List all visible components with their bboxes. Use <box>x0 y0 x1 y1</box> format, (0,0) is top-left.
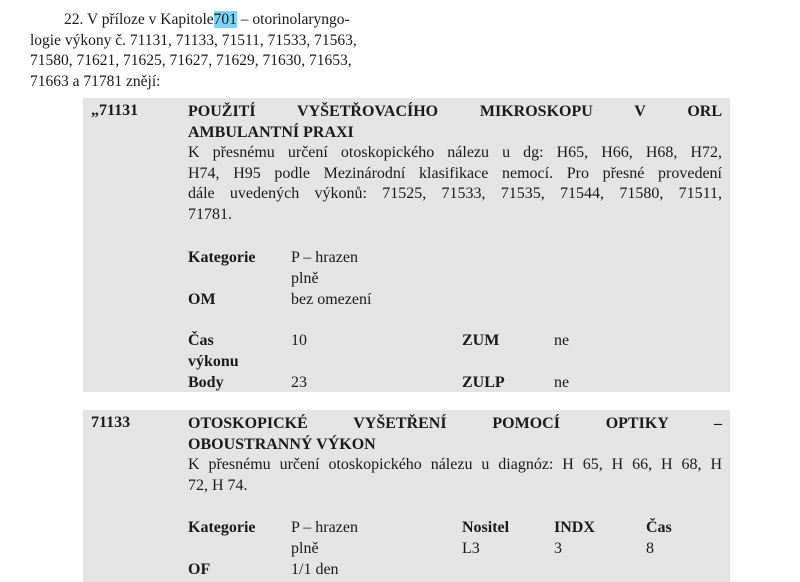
kategorie-label: Kategorie <box>188 249 256 266</box>
cas-value: 10 <box>291 332 307 349</box>
procedure-block-71133 <box>83 410 730 582</box>
procedure-description <box>188 455 722 496</box>
intro-line-1-suffix: – otorinolaryngo- <box>236 11 350 28</box>
of-value: 1/1 den <box>291 561 339 578</box>
kategorie-value: P – hrazen <box>291 519 358 536</box>
intro-line-4: 71663 a 71781 znějí: <box>30 72 161 90</box>
kategorie-value-cont: plně <box>291 540 319 557</box>
cas-label: Čas <box>646 519 672 536</box>
cas-value: 8 <box>646 540 654 557</box>
intro-line-1 <box>30 10 400 31</box>
of-label: OF <box>188 561 211 578</box>
om-value: bez omezení <box>291 291 372 308</box>
zum-value: ne <box>554 332 570 349</box>
procedure-title <box>188 414 722 455</box>
zulp-label: ZULP <box>462 374 505 391</box>
description-line: dále uvedených výkonů: 71525, 71533, 71535, 71544, 71580, 71511, <box>188 185 722 202</box>
om-label: OM <box>188 291 216 308</box>
indx-label: INDX <box>554 519 595 536</box>
kategorie-value: P – hrazen <box>291 249 358 266</box>
procedure-title <box>188 102 722 143</box>
chapter-highlight[interactable]: 701 <box>213 11 237 28</box>
intro-line-2: logie výkony č. 71131, 71133, 71511, 71533, 71563, <box>30 31 357 49</box>
procedure-title-line: AMBULANTNÍ PRAXI <box>188 123 354 141</box>
body-label: Body <box>188 374 224 391</box>
cas-label: Čas <box>188 332 214 349</box>
procedure-title-line: OTOSKOPICKÉ VYŠETŘENÍ POMOCÍ OPTIKY – <box>188 415 722 432</box>
description-line: K přesnému určení otoskopického nálezu u dg: H65, H66, H68, H72, <box>188 144 722 161</box>
procedure-code: 71133 <box>91 414 131 431</box>
intro-line-3: 71580, 71621, 71625, 71627, 71629, 71630, 71653, <box>30 52 352 69</box>
kategorie-label: Kategorie <box>188 519 256 536</box>
body-value: 23 <box>291 374 307 391</box>
procedure-block-71131 <box>83 98 730 392</box>
zum-label: ZUM <box>462 332 500 349</box>
description-line: 72, H 74. <box>188 476 248 494</box>
procedure-title-line: POUŽITÍ VYŠETŘOVACÍHO MIKROSKOPU V ORL <box>188 103 722 120</box>
description-line: K přesnému určení otoskopického nálezu u diagnóz: H 65, H 66, H 68, H <box>188 456 722 473</box>
indx-value: 3 <box>554 540 562 557</box>
nositel-value: L3 <box>462 540 480 557</box>
description-line: H74, H95 podle Mezinárodní klasifikace nemocí. Pro přesné provedení <box>188 164 722 182</box>
procedure-code: „71131 <box>91 102 139 119</box>
intro-line-1-prefix: 22. V příloze v Kapitole <box>64 11 214 28</box>
intro-paragraph <box>30 10 400 92</box>
zulp-value: ne <box>554 374 570 391</box>
description-line: 71781. <box>188 205 232 223</box>
kategorie-value-cont: plně <box>291 270 319 287</box>
procedure-title-line: OBOUSTRANNÝ VÝKON <box>188 435 376 453</box>
cas-label-cont: výkonu <box>188 353 239 370</box>
procedure-description <box>188 143 722 225</box>
nositel-label: Nositel <box>462 519 510 536</box>
